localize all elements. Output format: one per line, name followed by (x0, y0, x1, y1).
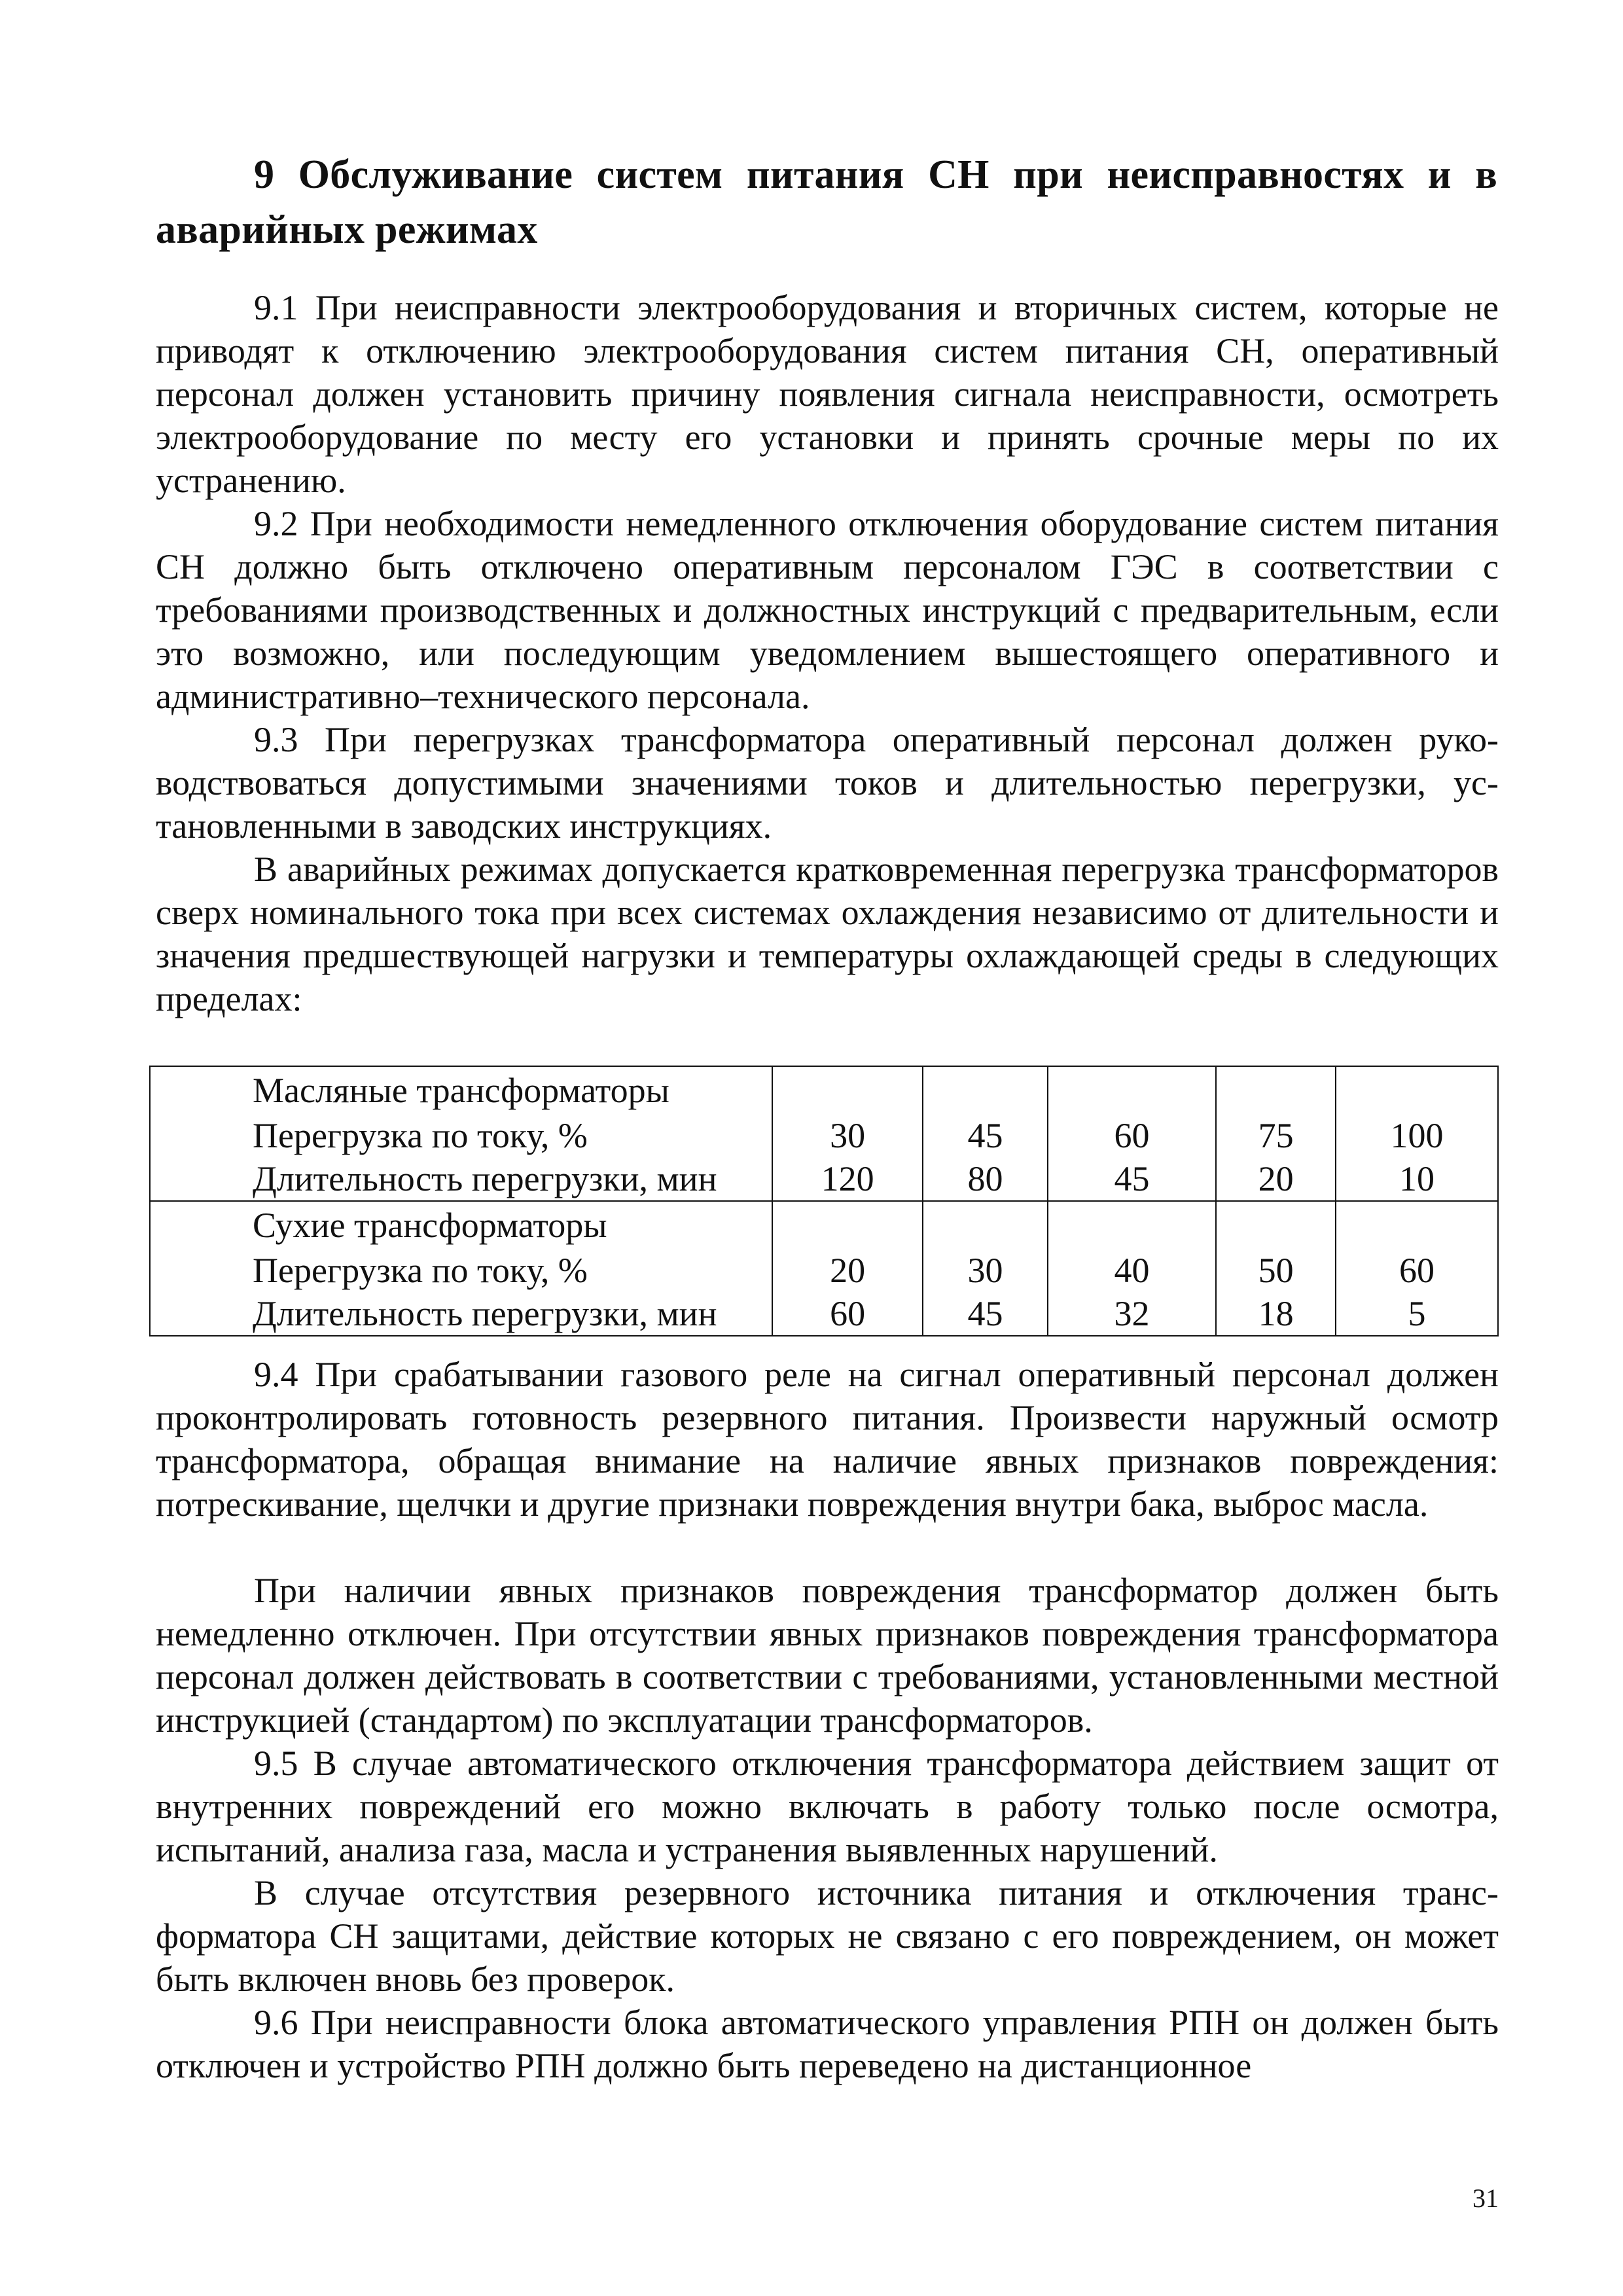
table-cell: 60 (1336, 1249, 1498, 1292)
paragraph-emergency-overload: В аварийных режимах допускается кратковременная перегрузка трансформаторов сверх номинального тока при всех системах охлаждения независимо от длительности и значения предшествующей нагрузки и температуры охлаждающей среды в следующих пределах: (156, 850, 1499, 1018)
row-label-duration: Длительность перегрузки, мин (150, 1157, 772, 1201)
table-cell: 60 (1048, 1114, 1217, 1157)
table-cell: 10 (1336, 1157, 1498, 1201)
row-label-overload: Перегрузка по току, % (150, 1114, 772, 1157)
row-label-overload: Перегрузка по току, % (150, 1249, 772, 1292)
table-cell: 100 (1336, 1114, 1498, 1157)
table-cell: 30 (923, 1249, 1047, 1292)
table-cell: 80 (923, 1157, 1047, 1201)
paragraph-9-2: 9.2 При необходимости немедленного отключения оборудование систем питания СН должно быть отключено оперативным персоналом ГЭС в соответствии с требованиями производственных и должностных инструкций с предварительным, если это возможно, или последующим уведомлением вышестоящего оперативного и административно–технического персонала. (156, 504, 1499, 716)
table-cell: 30 (772, 1114, 923, 1157)
table-cell: 18 (1216, 1292, 1336, 1336)
page-number: 31 (1472, 2183, 1499, 2213)
paragraph-9-1: 9.1 При неисправности электрооборудования и вторичных систем, которые не приводят к отключению электрооборудования систем питания СН, оперативный персонал должен установить причину появления сигнала неисправности, осмотреть электрооборудование по месту его установки и принять срочные меры по их устранению. (156, 288, 1499, 500)
table-row (150, 1157, 1498, 1201)
table-row (150, 1114, 1498, 1157)
table-cell: 120 (772, 1157, 923, 1201)
table-cell: 45 (1048, 1157, 1217, 1201)
paragraph-no-reserve: В случае отсутствия резервного источника питания и отключения трансформатора СН защитами, действие которых не связано с его повреждением, он может быть включен вновь без проверок. (156, 1873, 1499, 1999)
paragraph-damage-signs: При наличии явных признаков повреждения трансформатор должен быть немедленно отключен. При отсутствии явных признаков повреждения трансформатора персонал должен действовать в соответствии с требованиями, установленными местной инструкцией (стандартом) по эксплуатации трансформаторов. (156, 1571, 1499, 1740)
group-title-oil: Масляные трансформаторы (150, 1066, 772, 1114)
table-row (150, 1249, 1498, 1292)
table-row (150, 1201, 1498, 1249)
table-row (150, 1066, 1498, 1114)
paragraph-9-5: 9.5 В случае автоматического отключения трансформатора действием защит от внутренних повреждений его можно включать в работу только после осмотра, испытаний, анализа газа, масла и устранения выявленных нарушений. (156, 1744, 1499, 1869)
table-cell: 45 (923, 1114, 1047, 1157)
table-cell: 20 (772, 1249, 923, 1292)
paragraph-9-4: 9.4 При срабатывании газового реле на сигнал оперативный персонал должен проконтролировать готовность резервного питания. Произвести наружный осмотр трансформатора, обращая внимание на наличие явных признаков повреждения: потрескивание, щелчки и другие признаки повреждения внутри бака, выброс масла. (156, 1355, 1499, 1524)
table-cell: 45 (923, 1292, 1047, 1336)
table-cell: 40 (1048, 1249, 1217, 1292)
table-row (150, 1292, 1498, 1336)
table-cell: 20 (1216, 1157, 1336, 1201)
table-cell: 32 (1048, 1292, 1217, 1336)
table-cell: 5 (1336, 1292, 1498, 1336)
section-heading: 9 Обслуживание систем питания СН при неисправностях и в аварийных режимах (156, 152, 1497, 252)
paragraph-9-3: 9.3 При перегрузках трансформатора оперативный персонал должен руководствоваться допустимыми значениями токов и длительностью перегрузки, установленными в заводских инструкциях. (156, 720, 1499, 846)
table-cell: 60 (772, 1292, 923, 1336)
overload-limits-table (149, 1066, 1499, 1336)
table-cell: 75 (1216, 1114, 1336, 1157)
row-label-duration: Длительность перегрузки, мин (150, 1292, 772, 1336)
table-cell: 50 (1216, 1249, 1336, 1292)
paragraph-9-6: 9.6 При неисправности блока автоматического управления РПН он должен быть отключен и устройство РПН должно быть переведено на дистанционное (156, 2003, 1499, 2085)
group-title-dry: Сухие трансформаторы (150, 1201, 772, 1249)
